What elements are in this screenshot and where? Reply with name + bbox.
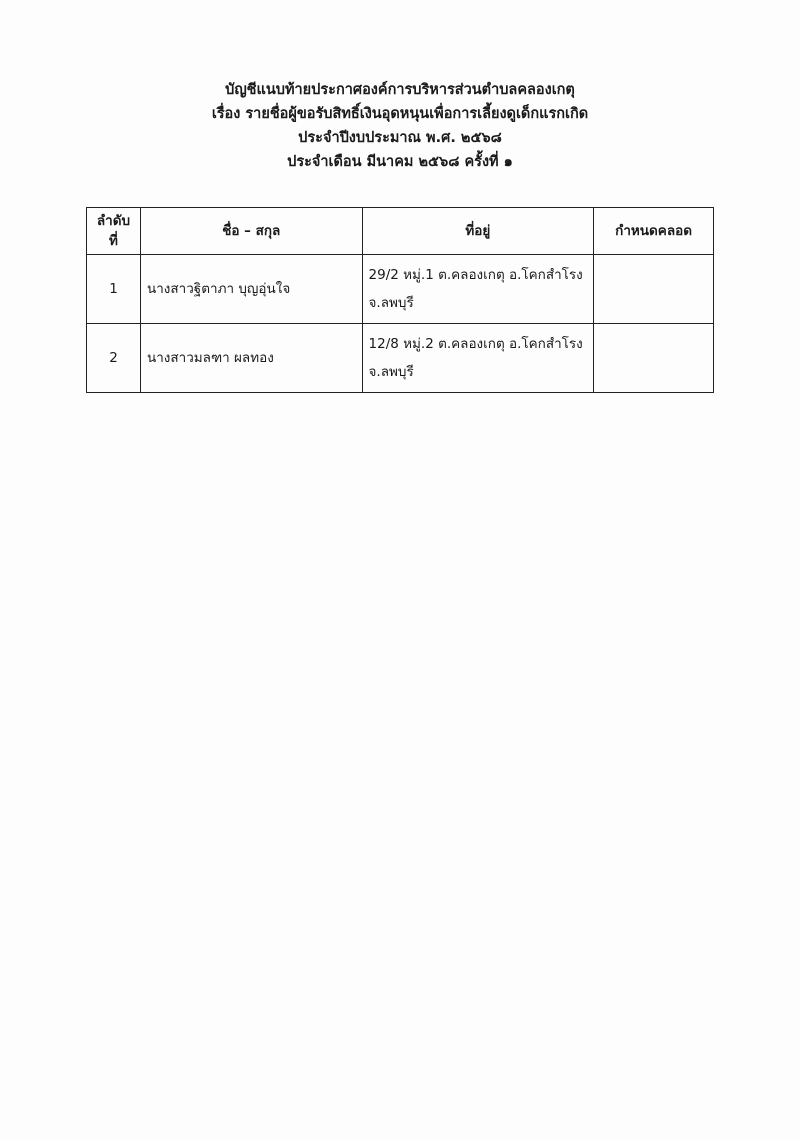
- address-line: 29/2 หมู่.1 ต.คลองเกตุ อ.โคกสำโรง: [368, 267, 583, 283]
- row-number: 2: [87, 324, 141, 393]
- column-header-no-line1: ลำดับ: [96, 213, 131, 229]
- column-header-no: [87, 208, 141, 255]
- heading-title: บัญชีแนบท้ายประกาศองค์การบริหารส่วนตำบลคลองเกตุ: [225, 82, 575, 98]
- column-header-name: ชื่อ – สกุล: [140, 208, 362, 255]
- document-heading: [0, 78, 800, 174]
- table-header-row: [87, 208, 714, 255]
- due-date-cell: [594, 324, 714, 393]
- column-header-address: ที่อยู่: [362, 208, 594, 255]
- applicant-address: [362, 324, 594, 393]
- applicant-address: [362, 255, 594, 324]
- due-date-cell: [594, 255, 714, 324]
- address-line: 12/8 หมู่.2 ต.คลองเกตุ อ.โคกสำโรง: [368, 336, 583, 352]
- table-row: [87, 255, 714, 324]
- heading-month-round: ประจำเดือน มีนาคม ๒๕๖๘ ครั้งที่ ๑: [287, 154, 513, 170]
- row-number: 1: [87, 255, 141, 324]
- table-row: [87, 324, 714, 393]
- applicant-name: นางสาวฐิตาภา บุญอุ่นใจ: [140, 255, 362, 324]
- applicant-name: นางสาวมลฑา ผลทอง: [140, 324, 362, 393]
- address-line: จ.ลพบุรี: [368, 364, 414, 380]
- applicant-table: [86, 207, 714, 393]
- column-header-due-date: กำหนดคลอด: [594, 208, 714, 255]
- column-header-no-line2: ที่: [109, 233, 118, 249]
- address-line: จ.ลพบุรี: [368, 295, 414, 311]
- heading-fiscal-year: ประจำปีงบประมาณ พ.ศ. ๒๕๖๘: [298, 130, 502, 146]
- heading-subject: เรื่อง รายชื่อผู้ขอรับสิทธิ์เงินอุดหนุนเพื่อการเลี้ยงดูเด็กแรกเกิด: [211, 106, 589, 122]
